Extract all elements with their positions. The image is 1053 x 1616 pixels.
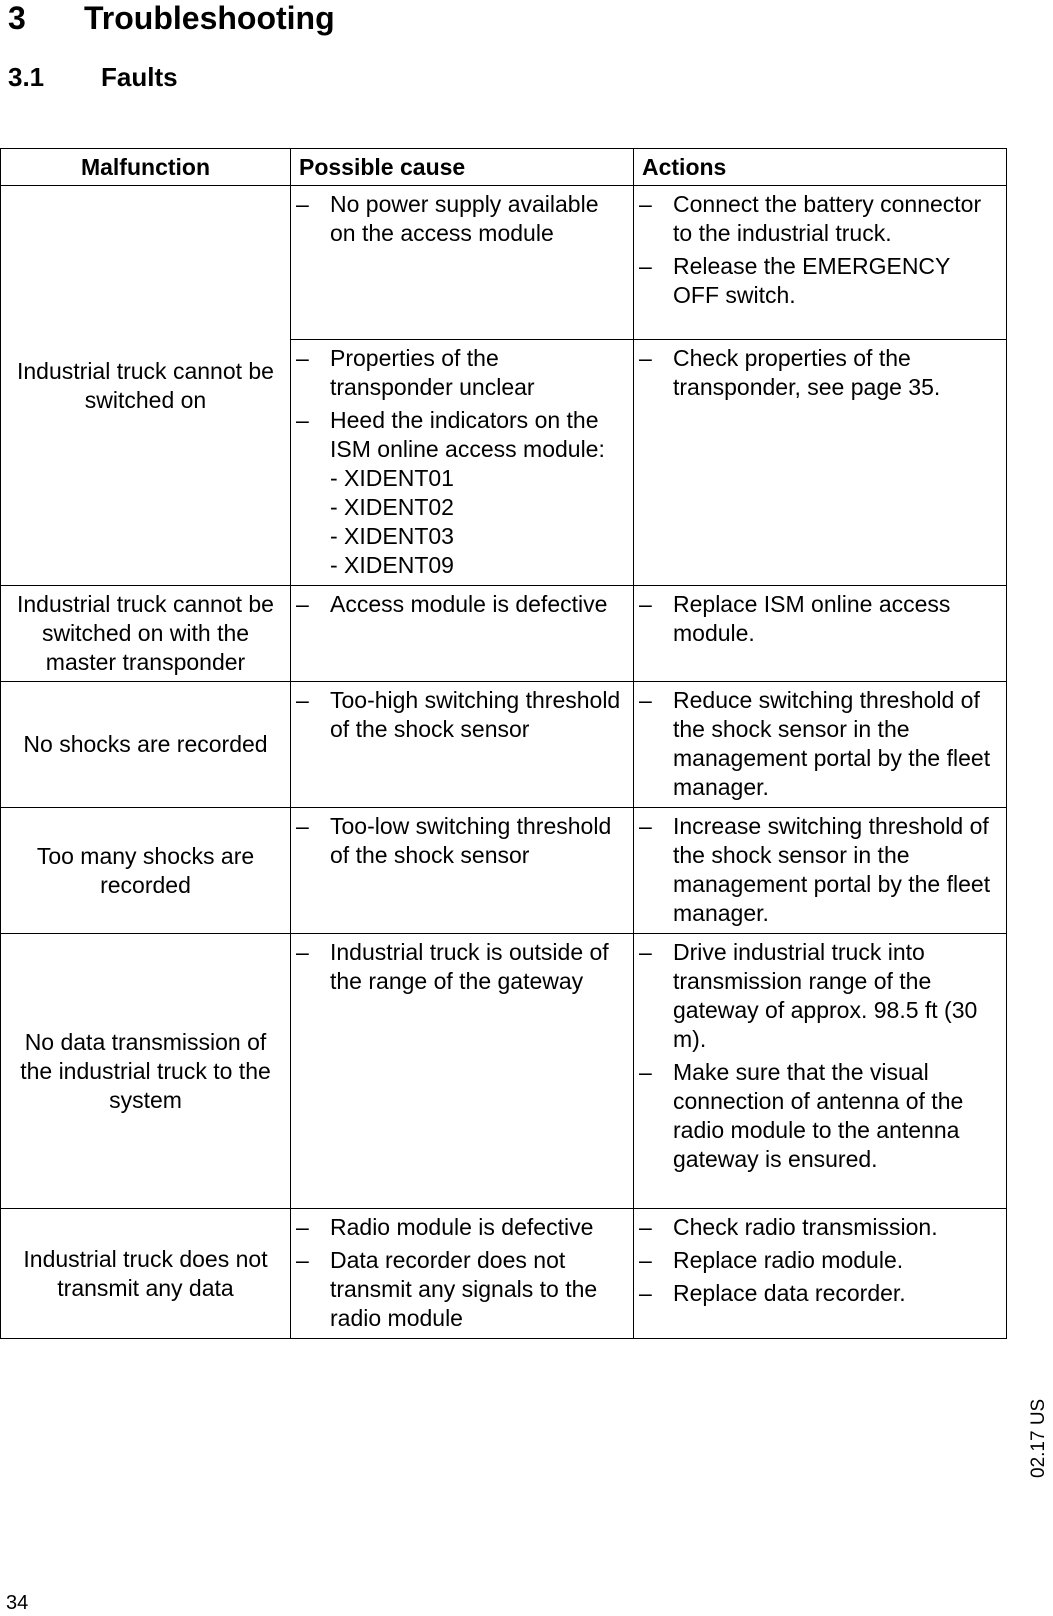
xident-code: - XIDENT03 — [330, 523, 454, 549]
action-cell — [634, 934, 1007, 1209]
header-actions: Actions — [634, 149, 1007, 186]
cause-cell — [291, 340, 634, 586]
chapter-number: 3 — [8, 0, 26, 36]
chapter-title: Troubleshooting — [84, 0, 335, 36]
table-row — [1, 1209, 1007, 1339]
action-cell — [634, 1209, 1007, 1339]
xident-code: - XIDENT09 — [330, 552, 454, 578]
cause-item: – Too-low switching threshold of the shock sensor — [296, 813, 612, 868]
table-row — [1, 586, 1007, 682]
cause-item: – Too-high switching threshold of the shock sensor — [296, 687, 621, 742]
table-row — [1, 808, 1007, 934]
action-cell — [634, 340, 1007, 586]
table-row — [1, 934, 1007, 1209]
cause-cell — [291, 186, 634, 340]
page-number: 34 — [6, 1592, 29, 1614]
action-item: – Release the EMERGENCY OFF switch. — [639, 253, 950, 308]
cause-cell — [291, 1209, 634, 1339]
malfunction-cell: Industrial truck cannot be switched on with the master transponder — [1, 586, 291, 682]
section-title: Faults — [101, 62, 178, 92]
action-item: – Increase switching threshold of the shock sensor in the management portal by the fleet manager. — [639, 813, 991, 926]
table-row — [1, 682, 1007, 808]
cause-cell — [291, 934, 634, 1209]
action-item: – Check properties of the transponder, see page 35. — [639, 345, 941, 400]
cause-item: – Properties of the transponder unclear — [296, 345, 535, 400]
xident-code: - XIDENT01 — [330, 465, 454, 491]
malfunction-cell: No shocks are recorded — [1, 682, 291, 808]
faults-table — [0, 148, 1007, 1339]
malfunction-cell: No data transmission of the industrial truck to the system — [1, 934, 291, 1209]
edition-label: 02.17 US — [1028, 1398, 1049, 1478]
section-heading — [8, 62, 178, 93]
cause-item: – Data recorder does not transmit any signals to the radio module — [296, 1247, 598, 1331]
malfunction-cell: Too many shocks are recorded — [1, 808, 291, 934]
action-item: – Replace radio module. — [639, 1247, 904, 1273]
table-row — [1, 186, 1007, 340]
cause-item: – Radio module is defective — [296, 1214, 594, 1240]
header-possible-cause: Possible cause — [291, 149, 634, 186]
action-cell — [634, 682, 1007, 808]
malfunction-cell: Industrial truck cannot be switched on — [1, 186, 291, 586]
header-malfunction: Malfunction — [1, 149, 291, 186]
xident-code: - XIDENT02 — [330, 494, 454, 520]
section-number: 3.1 — [8, 62, 45, 92]
cause-item: – Heed the indicators on the ISM online access module: - XIDENT01 - XIDENT02 - XIDENT03 - XIDENT09 — [296, 406, 623, 580]
action-item: – Check radio transmission. — [639, 1214, 938, 1240]
cause-cell — [291, 808, 634, 934]
cause-cell — [291, 682, 634, 808]
action-item: – Drive industrial truck into transmission range of the gateway of approx. 98.5 ft (30 m). — [639, 939, 978, 1052]
action-cell — [634, 186, 1007, 340]
cause-item: – No power supply available on the access module — [296, 191, 599, 246]
action-cell — [634, 808, 1007, 934]
malfunction-cell: Industrial truck does not transmit any data — [1, 1209, 291, 1339]
table-header-row — [1, 149, 1007, 186]
cause-item: – Access module is defective — [296, 591, 608, 617]
action-item: – Connect the battery connector to the industrial truck. — [639, 191, 982, 246]
action-item: – Replace ISM online access module. — [639, 591, 951, 646]
action-cell — [634, 586, 1007, 682]
cause-item: – Industrial truck is outside of the range of the gateway — [296, 939, 609, 994]
action-item: – Replace data recorder. — [639, 1280, 906, 1306]
action-item: – Make sure that the visual connection of antenna of the radio module to the antenna gateway is ensured. — [639, 1059, 964, 1172]
cause-cell — [291, 586, 634, 682]
chapter-heading — [8, 0, 335, 37]
action-item: – Reduce switching threshold of the shock sensor in the management portal by the fleet manager. — [639, 687, 991, 800]
